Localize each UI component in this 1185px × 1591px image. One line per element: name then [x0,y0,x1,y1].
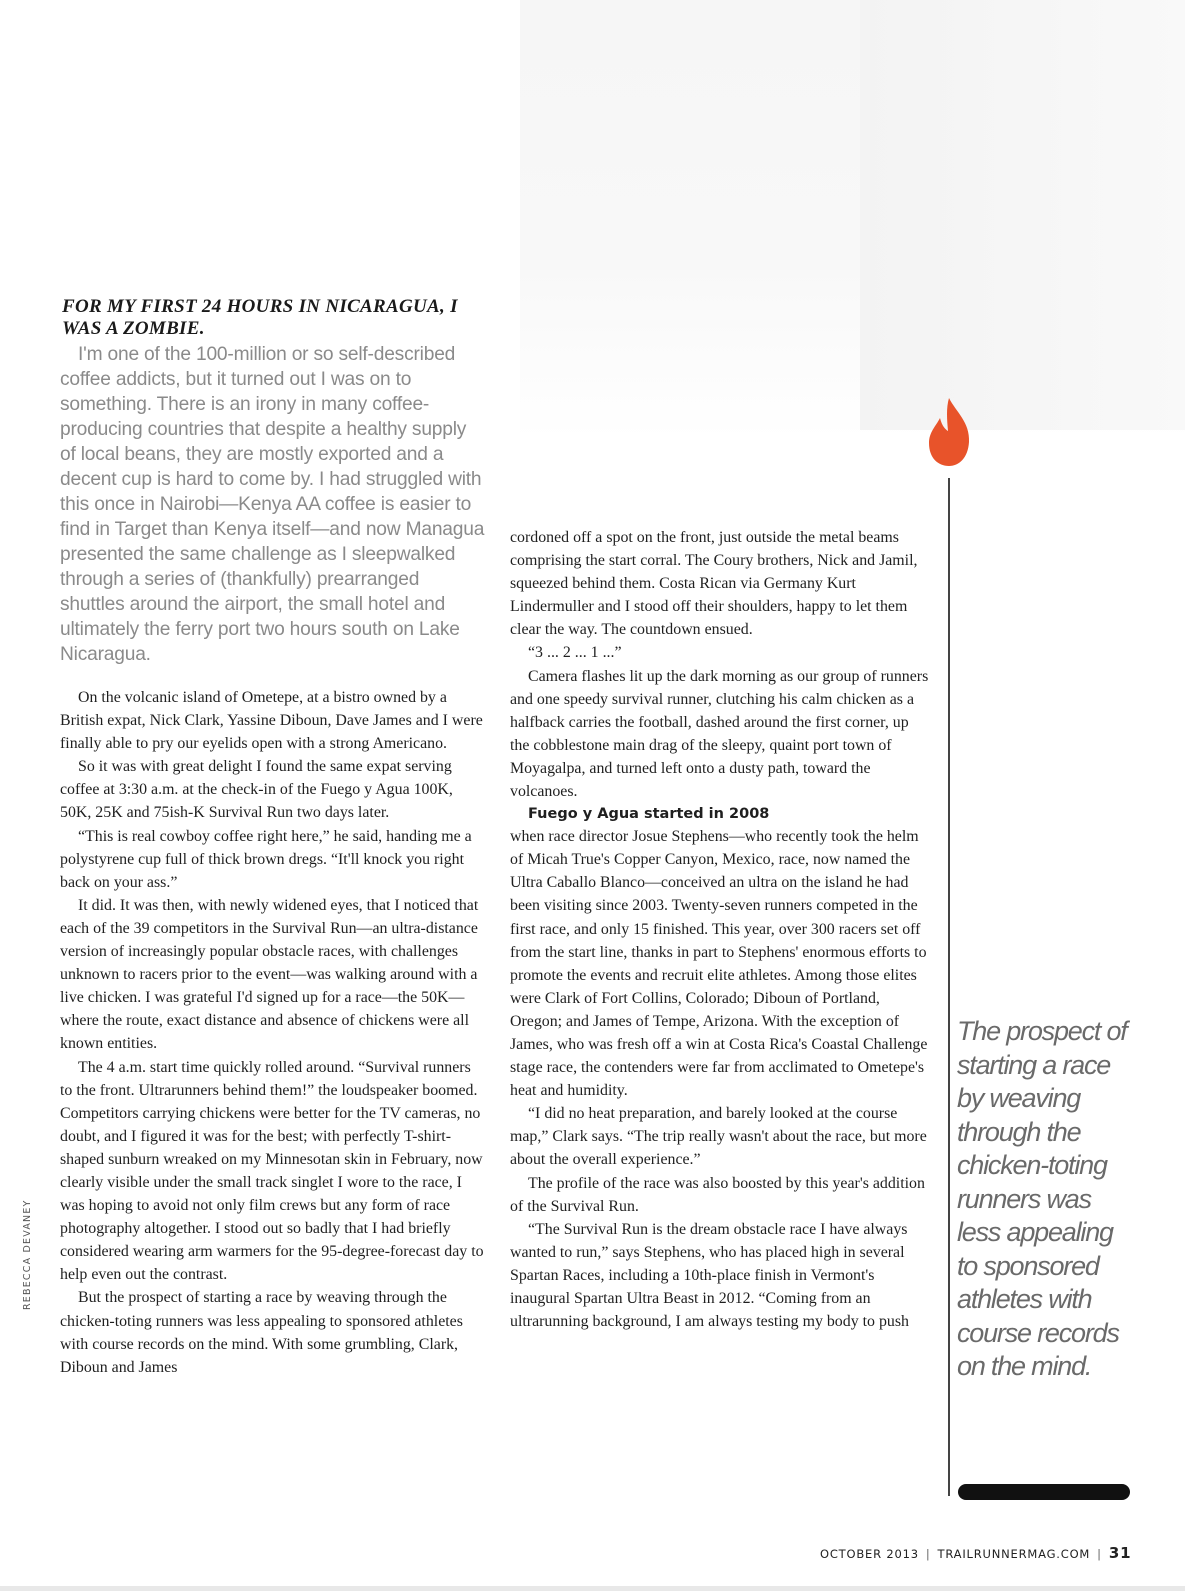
footer-separator: | [1097,1547,1102,1561]
paragraph: “The Survival Run is the dream obstacle race I have always wanted to run,” says Stephens, who has placed high in several Spartan Races, including a 10th-place finish in Vermont's inaugural Spartan Ultra Beast in 2012. “Coming from an ultrarunning background, I am always testing my body to push [510,1220,909,1331]
paragraph: Camera flashes lit up the dark morning as our group of runners and one speedy survival runner, clutching his calm chicken as a halfback carries the football, dashed around the first corner, up the cobblestone main drag of the sleepy, quaint port town of Moyagalpa, and turned left onto a dusty path, toward the volcanoes. [510,667,929,801]
body-column-1 [60,686,485,1379]
pullquote-rule [948,478,950,1496]
body-column-2 [510,526,932,1333]
issue-date: OCTOBER 2013 [820,1547,919,1561]
page-number: 31 [1108,1544,1132,1562]
paragraph: when race director Josue Stephens—who recently took the helm of Micah True's Copper Canyon, Mexico, race, now named the Ultra Caballo Blanco—conceived an ultra on the island he had been visiting since 2003. Twenty-seven runners competed in the first race, and only 15 finished. This year, over 300 racers set off from the start line, thanks in part to Stephens' enormous efforts to promote the events and recruit elite athletes. Among those elites were Clark of Fort Collins, Colorado; Diboun of Portland, Oregon; and James of Tempe, Arizona. With the exception of James, who was fresh off a win at Costa Rica's Coastal Challenge stage race, the contenders were far from acclimated to Ometepe's heat and humidity. [510,828,928,1100]
paragraph: cordoned off a spot on the front, just outside the metal beams comprising the start corral. The Coury brothers, Nick and Jamil, squeezed behind them. Costa Rican via Germany Kurt Lindermuller and I stood off their shoulders, happy to let them clear the way. The countdown ensued. [510,529,918,639]
paragraph: “3 ... 2 ... 1 ...” [528,644,622,662]
pullquote-end-bar [958,1484,1130,1500]
photo-credit: REBECCA DEVANEY [22,1199,33,1310]
paragraph: It did. It was then, with newly widened eyes, that I noticed that each of the 39 competitors in the Survival Run—an ultra-distance version of increasingly popular obstacle races, with challenges unknown to racers prior to the event—was walking around with a live chicken. I was grateful I'd signed up for a race—the 50K—where the route, exact distance and absence of chickens were all known entities. [60,896,479,1053]
flame-icon [926,396,972,468]
footer-separator: | [925,1547,931,1561]
paragraph: But the prospect of starting a race by weaving through the chicken-toting runners was less appealing to sponsored athletes with course records on the mind. With some grumbling, Clark, Diboun and James [60,1289,463,1376]
pull-quote: The prospect of starting a race by weaving through the chicken-toting runners was less appealing to sponsored athletes with course records on the mind. [957,1016,1127,1381]
faded-photo-background-right [860,0,1185,430]
paragraph: On the volcanic island of Ometepe, at a bistro owned by a British expat, Nick Clark, Yassine Diboun, Dave James and I were finally able to pry our eyelids open with a strong Americano. [60,689,483,753]
paragraph: So it was with great delight I found the same expat serving coffee at 3:30 a.m. at the check-in of the Fuego y Agua 100K, 50K, 25K and 75ish-K Survival Run two days later. [60,758,453,822]
article-headline: FOR MY FIRST 24 HOURS IN NICARAGUA, I WAS A ZOMBIE. [62,296,458,339]
website-url: TRAILRUNNERMAG.COM [937,1547,1091,1561]
section-subhead: Fuego y Agua started in 2008 [528,806,770,823]
scan-edge [0,1586,1185,1591]
article-intro: I'm one of the 100-million or so self-described coffee addicts, but it turned out I was on to something. There is an irony in many coffee-producing countries that despite a healthy supply of local beans, they are mostly exported and a decent cup is hard to come by. I had struggled with this once in Nairobi—Kenya AA coffee is easier to find in Target than Kenya itself—and now Managua presented the same challenge as I sleepwalked through a series of (thankfully) prearranged shuttles around the airport, the small hotel and ultimately the ferry port two hours south on Lake Nicaragua. [60,344,485,665]
paragraph: “I did no heat preparation, and barely looked at the course map,” Clark says. “The trip really wasn't about the race, but more about the overall experience.” [510,1105,927,1169]
paragraph: The profile of the race was also boosted by this year's addition of the Survival Run. [510,1174,925,1215]
paragraph: “This is real cowboy coffee right here,” he said, handing me a polystyrene cup full of thick brown dregs. “It'll knock you right back on your ass.” [60,827,472,891]
paragraph: The 4 a.m. start time quickly rolled around. “Survival runners to the front. Ultrarunners behind them!” the loudspeaker boomed. Competitors carrying chickens were better for the TV cameras, no doubt, and I figured it was for the best; with perfectly T-shirt-shaped sunburn wreaked on my Minnesotan skin in February, now clearly visible under the small track singlet I wore to the race, I was hoping to avoid not only film crews but any form of race photography altogether. I stood out so badly that I had briefly considered wearing arm warmers for the 95-degree-forecast day to help even out the contrast. [60,1058,484,1284]
page-footer [820,1544,1132,1564]
